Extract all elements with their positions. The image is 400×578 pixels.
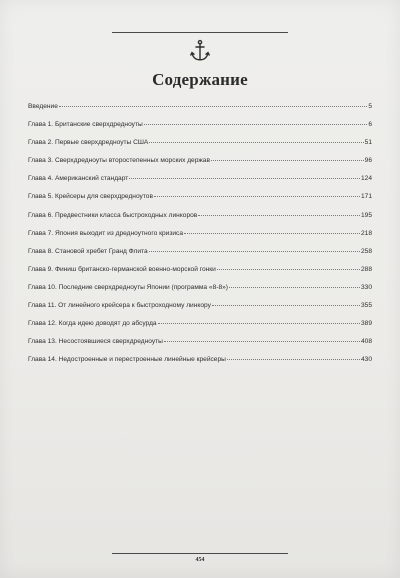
page-title: Содержание [152, 70, 248, 89]
toc-entry [28, 351, 372, 369]
dot-leader [149, 137, 363, 143]
bottom-rule [112, 553, 288, 554]
toc-entry-page: 5 [368, 103, 372, 110]
table-of-contents [28, 98, 372, 369]
toc-entry-label: Глава 5. Крейсеры для сверхдредноутов [28, 193, 153, 201]
toc-entry-label: Глава 6. Предвестники класса быстроходных линкоров [28, 211, 198, 219]
dot-leader [211, 155, 364, 161]
toc-entry-page: 288 [360, 265, 372, 273]
toc-entry-label: Глава 9. Финиш британско-германской военно-морской гонки [28, 265, 216, 273]
dot-leader [198, 210, 360, 216]
toc-entry-page: 408 [360, 338, 372, 346]
toc-entry-label: Глава 12. Когда идею доводят до абсурда [28, 320, 157, 328]
toc-entry-page: 355 [360, 302, 372, 310]
toc-entry [28, 225, 372, 243]
dot-leader [59, 101, 367, 107]
toc-entry-label: Глава 11. От линейного крейсера к быстроходному линкору [28, 302, 211, 310]
toc-entry-page: 430 [360, 356, 372, 364]
toc-entry-label: Глава 8. Становой хребет Гранд Флита [28, 247, 148, 255]
anchor-icon [188, 39, 212, 63]
toc-entry-label: Глава 2. Первые сверхдредноуты США [28, 139, 149, 147]
dot-leader [154, 191, 360, 197]
toc-entry [28, 297, 372, 315]
toc-entry-label: Глава 10. Последние сверхдредноуты Японии (программа «8-8») [28, 283, 228, 291]
toc-entry-page: 330 [360, 283, 372, 291]
toc-entry [28, 152, 372, 170]
dot-leader [129, 173, 360, 179]
toc-entry [28, 98, 372, 116]
toc-entry-label: Введение [28, 103, 58, 110]
toc-entry [28, 315, 372, 333]
toc-entry-page: 96 [364, 157, 372, 165]
dot-leader [217, 264, 360, 270]
dot-leader [149, 246, 360, 252]
toc-entry-page: 171 [360, 193, 372, 201]
toc-entry-page: 258 [360, 247, 372, 255]
toc-entry-page: 389 [360, 320, 372, 328]
toc-entry [28, 261, 372, 279]
toc-entry-page: 195 [360, 211, 372, 219]
toc-entry-page: 51 [364, 139, 372, 147]
toc-entry-label: Глава 7. Япония выходит из дредноутного кризиса [28, 229, 184, 237]
toc-entry [28, 170, 372, 188]
toc-entry-label: Глава 13. Несостоявшиеся сверхдредноуты [28, 338, 163, 346]
toc-entry-label: Глава 3. Сверхдредноуты второстепенных морских держав [28, 157, 210, 165]
toc-entry [28, 134, 372, 152]
dot-leader [144, 119, 368, 125]
page-number: 454 [195, 557, 205, 563]
toc-entry-page: 6 [368, 121, 372, 129]
top-rule [112, 32, 288, 33]
dot-leader [229, 282, 360, 288]
toc-entry-page: 124 [360, 175, 372, 183]
toc-entry [28, 333, 372, 351]
toc-entry-label: Глава 1. Британские сверхдредноуты [28, 121, 143, 129]
toc-entry-label: Глава 14. Недостроенные и перестроенные линейные крейсеры [28, 356, 226, 364]
dot-leader [227, 354, 360, 360]
toc-entry [28, 243, 372, 261]
toc-entry-page: 218 [360, 229, 372, 237]
toc-entry [28, 207, 372, 225]
toc-entry [28, 188, 372, 206]
dot-leader [212, 300, 360, 306]
toc-entry-label: Глава 4. Американский стандарт [28, 175, 129, 183]
toc-entry [28, 279, 372, 297]
toc-entry [28, 116, 372, 134]
dot-leader [164, 336, 360, 342]
dot-leader [184, 228, 360, 234]
dot-leader [158, 318, 360, 324]
